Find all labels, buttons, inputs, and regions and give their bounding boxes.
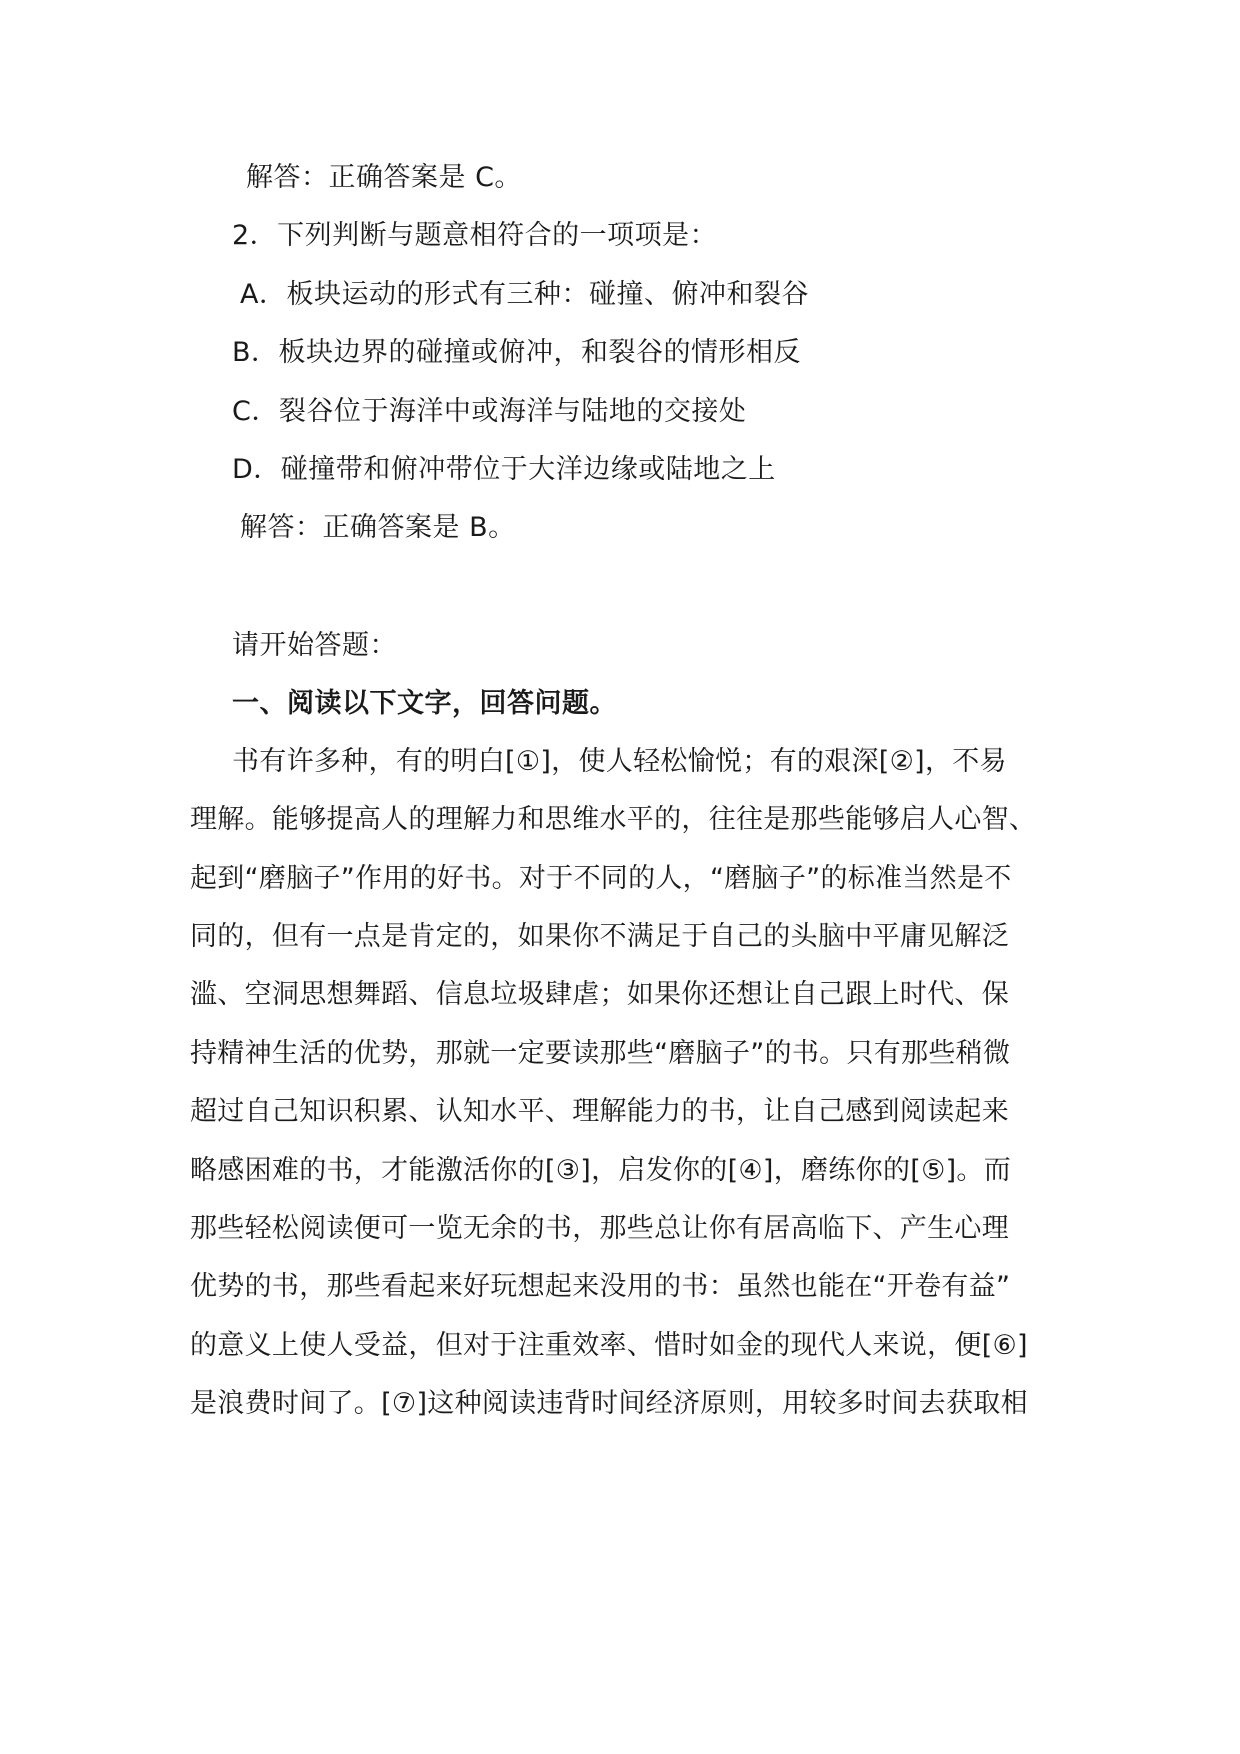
passage-line: 优势的书，那些看起来好玩想起来没用的书：虽然也能在“开卷有益” (190, 1271, 1011, 1302)
question-2-stem: 2．下列判断与题意相符合的一项项是： (232, 220, 718, 251)
question-2-option-c: C．裂谷位于海洋中或海洋与陆地的交接处 (232, 396, 747, 427)
passage-line: 略感困难的书，才能激活你的[③]，启发你的[④]，磨练你的[⑤]。而 (190, 1155, 1012, 1186)
question-2-option-d: D．碰撞带和俯冲带位于大洋边缘或陆地之上 (232, 454, 776, 485)
section-title: 一、阅读以下文字，回答问题。 (232, 688, 617, 719)
question-2-option-b: B．板块边界的碰撞或俯冲，和裂谷的情形相反 (232, 337, 802, 368)
passage-line: 起到“磨脑子”作用的好书。对于不同的人，“磨脑子”的标准当然是不 (190, 863, 1012, 894)
question-2-option-a: A．板块运动的形式有三种：碰撞、俯冲和裂谷 (240, 279, 809, 310)
passage-line: 是浪费时间了。[⑦]这种阅读违背时间经济原则，用较多时间去获取相 (190, 1388, 1028, 1419)
passage-line: 书有许多种，有的明白[①]，使人轻松愉悦；有的艰深[②]，不易 (232, 746, 1007, 777)
start-prompt: 请开始答题： (232, 630, 397, 661)
top-answer: 解答：正确答案是 C。 (246, 162, 522, 193)
passage-line: 滥、空洞思想舞蹈、信息垃圾肆虐；如果你还想让自己跟上时代、保 (190, 979, 1009, 1010)
passage-line: 超过自己知识积累、认知水平、理解能力的书，让自己感到阅读起来 (190, 1096, 1009, 1127)
passage-line: 持精神生活的优势，那就一定要读那些“磨脑子”的书。只有那些稍微 (190, 1038, 1011, 1069)
passage-line: 同的，但有一点是肯定的，如果你不满足于自己的头脑中平庸见解泛 (190, 921, 1009, 952)
passage (190, 744, 1060, 1444)
passage-line: 那些轻松阅读便可一览无余的书，那些总让你有居高临下、产生心理 (190, 1213, 1009, 1244)
question-2-answer: 解答：正确答案是 B。 (240, 512, 516, 543)
passage-line: 理解。能够提高人的理解力和思维水平的，往往是那些能够启人心智、 (190, 804, 1037, 835)
passage-line: 的意义上使人受益，但对于注重效率、惜时如金的现代人来说，便[⑥] (190, 1330, 1028, 1361)
